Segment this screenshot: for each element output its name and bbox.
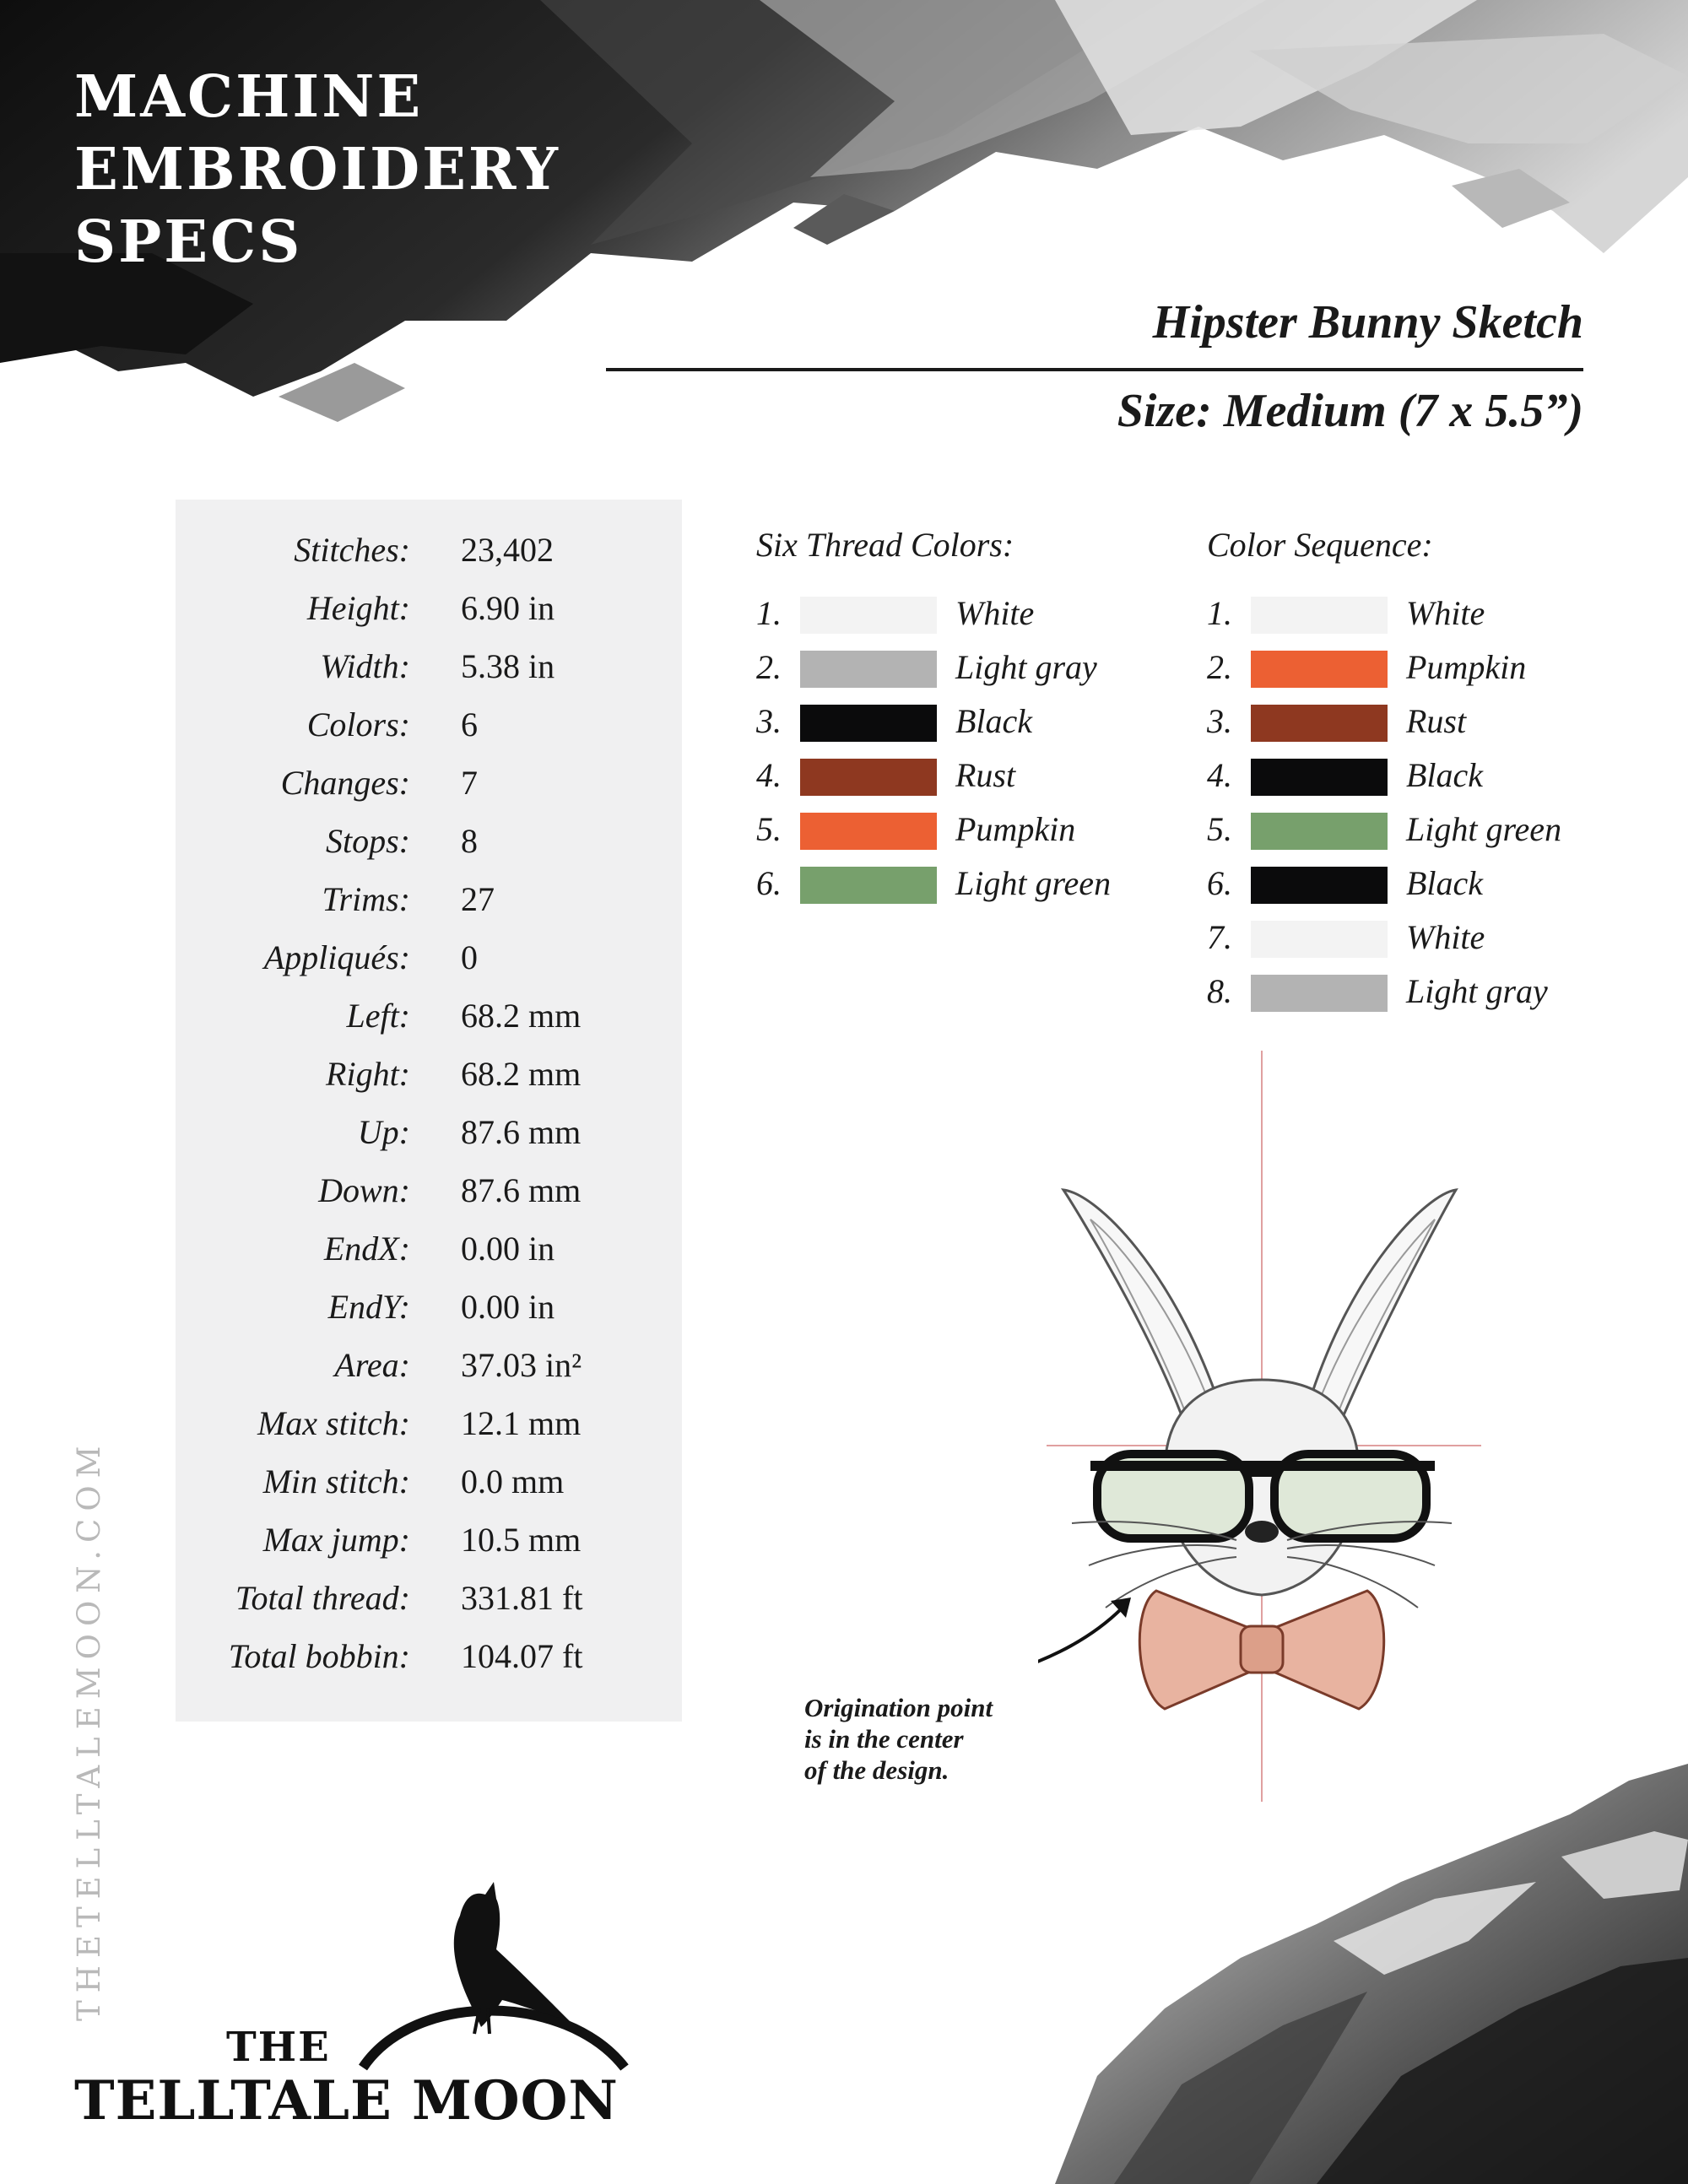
stat-row: [176, 938, 682, 988]
color-name: Rust: [955, 756, 1016, 794]
color-number: 3.: [756, 702, 782, 740]
sequence-number: 5.: [1207, 810, 1232, 848]
color-name: Light gray: [955, 648, 1097, 686]
stat-value: 37.03 in²: [461, 1346, 582, 1384]
stats-panel: [176, 500, 682, 1722]
stat-value: 0.00 in: [461, 1288, 555, 1326]
color-name: Black: [1406, 756, 1484, 794]
sequence-number: 8.: [1207, 972, 1232, 1010]
stat-value: 8: [461, 822, 478, 860]
color-number: 4.: [756, 756, 782, 794]
color-number: 2.: [756, 648, 782, 686]
color-number: 5.: [756, 810, 782, 848]
stat-label: Stitches:: [294, 531, 410, 569]
color-name: White: [1406, 594, 1485, 632]
stat-label: Total bobbin:: [228, 1637, 410, 1675]
stat-label: Right:: [326, 1055, 410, 1093]
stat-row: [176, 1229, 682, 1279]
color-swatch: [1251, 705, 1388, 742]
stat-value: 10.5 mm: [461, 1521, 582, 1559]
color-swatch: [800, 651, 937, 688]
stat-value: 23,402: [461, 531, 554, 569]
stat-value: 12.1 mm: [461, 1404, 582, 1442]
stat-label: Up:: [357, 1113, 410, 1151]
stat-label: Appliqués:: [263, 938, 410, 976]
stat-row: [176, 763, 682, 814]
stat-value: 104.07 ft: [461, 1637, 583, 1675]
sequence-number: 7.: [1207, 918, 1232, 956]
color-name: Light green: [955, 864, 1112, 902]
page-title: [74, 61, 560, 278]
stat-value: 7: [461, 764, 478, 802]
sequence-number: 6.: [1207, 864, 1232, 902]
stat-label: Height:: [306, 589, 410, 627]
stat-value: 6: [461, 705, 478, 743]
origin-note: [804, 1692, 993, 1786]
title-line: EMBROIDERY: [74, 136, 560, 203]
design-preview-image: [1038, 1051, 1494, 1802]
stat-label: Max jump:: [262, 1521, 410, 1559]
stat-row: [176, 1578, 682, 1629]
color-name: Black: [955, 702, 1033, 740]
color-name: Light gray: [1406, 972, 1548, 1010]
stat-row: [176, 1403, 682, 1454]
color-swatch: [1251, 867, 1388, 904]
design-name: Hipster Bunny Sketch: [1152, 296, 1583, 349]
stat-row: [176, 1345, 682, 1396]
stat-label: Changes:: [280, 764, 410, 802]
stat-row: [176, 1112, 682, 1163]
color-name: Pumpkin: [955, 810, 1076, 848]
stat-label: Trims:: [322, 880, 410, 918]
stat-value: 331.81 ft: [461, 1579, 583, 1617]
sequence-number: 1.: [1207, 594, 1232, 632]
color-number: 6.: [756, 864, 782, 902]
stat-label: EndX:: [323, 1230, 410, 1268]
stat-value: 6.90 in: [461, 589, 555, 627]
color-number: 1.: [756, 594, 782, 632]
stat-value: 0: [461, 938, 478, 976]
color-sequence-heading: Color Sequence:: [1207, 526, 1433, 564]
sequence-number: 2.: [1207, 648, 1232, 686]
stat-row: [176, 1520, 682, 1570]
stat-label: Colors:: [306, 705, 410, 743]
color-swatch: [800, 597, 937, 634]
stat-label: EndY:: [327, 1288, 410, 1326]
stat-row: [176, 588, 682, 639]
color-swatch: [1251, 921, 1388, 958]
stat-value: 0.00 in: [461, 1230, 555, 1268]
stat-label: Area:: [334, 1346, 410, 1384]
divider: [606, 368, 1583, 371]
color-swatch: [1251, 651, 1388, 688]
stat-row: [176, 1462, 682, 1512]
stat-row: [176, 646, 682, 697]
stat-row: [176, 705, 682, 755]
stat-value: 27: [461, 880, 495, 918]
title-line: SPECS: [74, 208, 303, 276]
title-line: MACHINE: [74, 63, 424, 131]
stat-row: [176, 996, 682, 1046]
color-name: Pumpkin: [1406, 648, 1527, 686]
stat-value: 87.6 mm: [461, 1171, 582, 1209]
origin-note-line: Origination point: [804, 1693, 993, 1722]
color-swatch: [800, 759, 937, 796]
color-swatch: [1251, 813, 1388, 850]
color-swatch: [1251, 975, 1388, 1012]
color-swatch: [1251, 597, 1388, 634]
stat-row: [176, 879, 682, 930]
stat-value: 68.2 mm: [461, 997, 582, 1035]
color-swatch: [800, 705, 937, 742]
color-name: Black: [1406, 864, 1484, 902]
logo-wordmark: TELLTALE MOON: [74, 2069, 619, 2133]
stat-row: [176, 1636, 682, 1687]
stat-value: 68.2 mm: [461, 1055, 582, 1093]
sequence-number: 4.: [1207, 756, 1232, 794]
design-size: Size: Medium (7 x 5.5”): [1117, 385, 1583, 437]
color-name: Light green: [1406, 810, 1562, 848]
stat-row: [176, 821, 682, 872]
stat-row: [176, 1054, 682, 1105]
logo-the: THE: [226, 2024, 331, 2071]
stat-value: 0.0 mm: [461, 1462, 565, 1500]
color-name: White: [1406, 918, 1485, 956]
color-swatch: [1251, 759, 1388, 796]
thread-colors-heading: Six Thread Colors:: [756, 526, 1014, 564]
stat-label: Left:: [346, 997, 410, 1035]
stat-label: Stops:: [326, 822, 410, 860]
stat-row: [176, 530, 682, 581]
stat-label: Width:: [320, 647, 410, 685]
color-name: Rust: [1406, 702, 1467, 740]
stat-row: [176, 1287, 682, 1338]
stat-value: 5.38 in: [461, 647, 555, 685]
color-swatch: [800, 867, 937, 904]
color-name: White: [955, 594, 1035, 632]
website-url: THETELLTALEMOON.COM: [71, 1438, 107, 2021]
raven-moon-logo-icon: [346, 1873, 633, 2076]
stat-row: [176, 1170, 682, 1221]
stat-value: 87.6 mm: [461, 1113, 582, 1151]
stat-label: Min stitch:: [262, 1462, 410, 1500]
origin-note-line: is in the center: [804, 1724, 964, 1754]
stat-label: Max stitch:: [257, 1404, 410, 1442]
sequence-number: 3.: [1207, 702, 1232, 740]
origin-note-line: of the design.: [804, 1755, 950, 1785]
stat-label: Down:: [318, 1171, 410, 1209]
stat-label: Total thread:: [235, 1579, 410, 1617]
color-swatch: [800, 813, 937, 850]
